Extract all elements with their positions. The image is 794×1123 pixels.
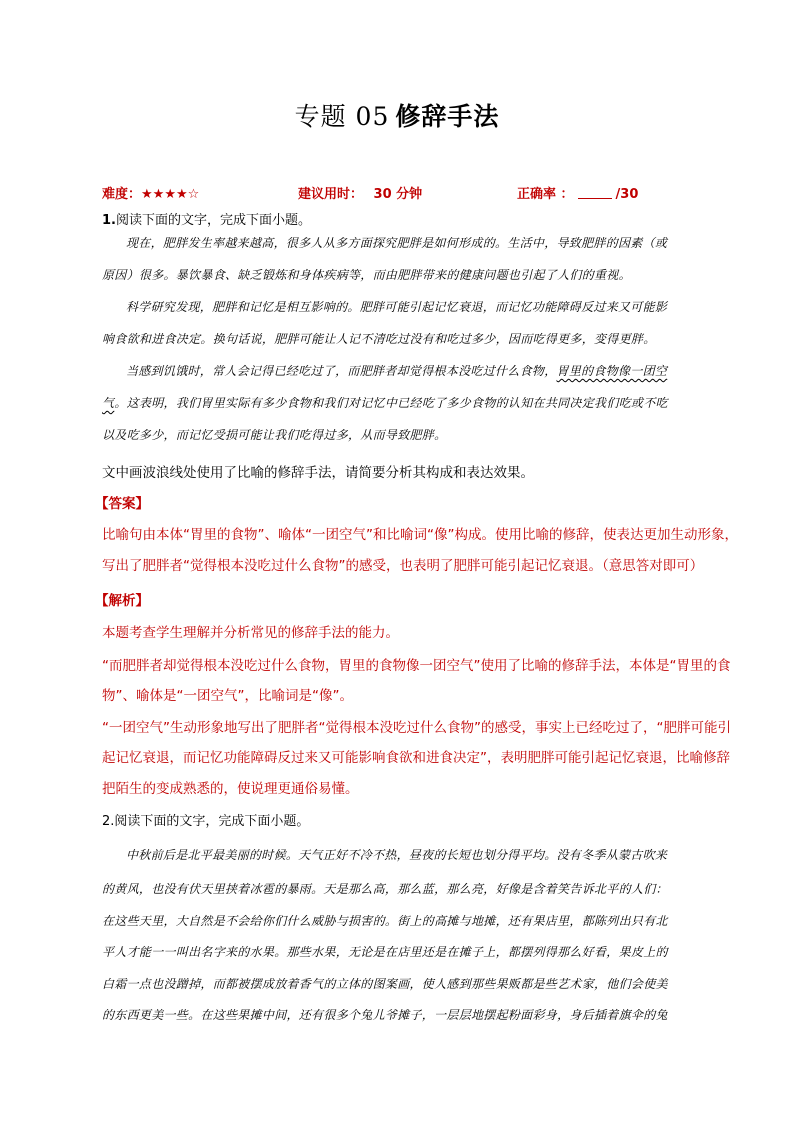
difficulty-info bbox=[102, 183, 199, 202]
accuracy-total: /30 bbox=[615, 187, 639, 202]
question-1-prompt: 文中画波浪线处使用了比喻的修辞手法，请简要分析其构成和表达效果。 bbox=[102, 465, 534, 481]
analysis-line: 把陌生的变成熟悉的，使说理更通俗易懂。 bbox=[102, 781, 359, 797]
analysis-line: 起记忆衰退，而记忆功能障碍反过来又可能影响食欲和进食决定”，表明肥胖可能引起记忆衰退，比喻修辞 bbox=[102, 750, 730, 766]
wavy-underlined-metaphor: 胃里的食物像一团空 bbox=[556, 364, 668, 378]
time-info bbox=[298, 183, 422, 202]
passage-line: 的黄风，也没有伏天里挟着冰雹的暴雨。天是那么高，那么蓝，那么亮，好像是含着笑告诉北平的人们： bbox=[102, 882, 668, 896]
accuracy-info bbox=[517, 183, 638, 202]
passage-line: 的东西更美一些。在这些果摊中间，还有很多个兔儿爷摊子，一层层地摆起粉面彩身，身后插着旗伞的兔 bbox=[102, 1008, 668, 1022]
accuracy-blank[interactable] bbox=[578, 186, 612, 199]
passage-text: 当感到饥饿时，常人会记得已经吃过了，而肥胖者却觉得根本没吃过什么食物， bbox=[126, 364, 557, 378]
passage-line: 在这些天里，大自然是不会给你们什么威胁与损害的。街上的高摊与地摊，还有果店里，都陈列出只有北 bbox=[102, 914, 668, 928]
difficulty-stars: ★★★★☆ bbox=[141, 187, 200, 202]
title-number: 专题 05 bbox=[294, 102, 390, 131]
answer-line: 比喻句由本体“胃里的食物”、喻体“一团空气”和比喻词“像”构成。使用比喻的修辞，使表达更加生动形象， bbox=[102, 527, 738, 543]
passage-text: 。这表明，我们胃里实际有多少食物和我们对记忆中已经吃了多少食物的认知在共同决定我们吃或不吃 bbox=[114, 396, 668, 410]
question-1-instruction: 阅读下面的文字，完成下面小题。 bbox=[115, 213, 311, 228]
title-topic: 修辞手法 bbox=[395, 102, 500, 131]
passage-line: 科学研究发现，肥胖和记忆是相互影响的。肥胖可能引起记忆衰退，而记忆功能障碍反过来又可能影 bbox=[126, 300, 668, 314]
passage-line: 现在，肥胖发生率越来越高，很多人从多方面探究肥胖是如何形成的。生活中，导致肥胖的因素（或 bbox=[126, 236, 668, 250]
difficulty-label: 难度： bbox=[102, 187, 142, 202]
accuracy-label: 正确率 ： bbox=[517, 187, 574, 202]
passage-line: 以及吃多少，而记忆受损可能让我们吃得过多，从而导致肥胖。 bbox=[102, 428, 447, 442]
page-title bbox=[0, 97, 794, 133]
time-value: 30 分钟 bbox=[373, 187, 423, 202]
passage-line: 平人才能一一叫出名字来的水果。那些水果，无论是在店里还是在摊子上，都摆列得那么好看，果皮上的 bbox=[102, 945, 668, 959]
passage-line: 原因）很多。暴饮暴食、缺乏锻炼和身体疾病等，而由肥胖带来的健康问题也引起了人们的重视。 bbox=[102, 268, 631, 282]
passage-line: 响食欲和进食决定。换句话说，肥胖可能让人记不清吃过没有和吃过多少，因而吃得更多，变得更胖。 bbox=[102, 332, 656, 346]
passage-line bbox=[102, 394, 668, 411]
question-2-heading: 2.阅读下面的文字，完成下面小题。 bbox=[102, 814, 310, 829]
answer-line: 写出了肥胖者“觉得根本没吃过什么食物”的感受，也表明了肥胖可能引起记忆衰退。（意思答对即可） bbox=[102, 558, 704, 574]
analysis-line: “而肥胖者却觉得根本没吃过什么食物，胃里的食物像一团空气”使用了比喻的修辞手法，本体是“胃里的食 bbox=[102, 658, 731, 674]
analysis-line: “一团空气”生动形象地写出了肥胖者“觉得根本没吃过什么食物”的感受，事实上已经吃过了，“肥胖可能引 bbox=[102, 720, 731, 736]
passage-line: 白霜一点也没蹭掉，而都被摆成放着香气的立体的图案画，使人感到那些果贩都是些艺术家，他们会使美 bbox=[102, 977, 668, 991]
question-1-heading bbox=[102, 209, 311, 228]
wavy-underlined-metaphor-end: 气 bbox=[102, 396, 115, 410]
analysis-line: 本题考查学生理解并分析常见的修辞手法的能力。 bbox=[102, 625, 399, 641]
passage-line bbox=[126, 362, 667, 379]
passage-line: 中秋前后是北平最美丽的时候。天气正好不冷不热，昼夜的长短也划分得平均。没有冬季从蒙古吹来 bbox=[126, 848, 668, 862]
answer-header: 【答案】 bbox=[95, 496, 149, 512]
question-1-number: 1. bbox=[102, 213, 116, 228]
analysis-header: 【解析】 bbox=[95, 593, 149, 609]
analysis-line: 物”、喻体是“一团空气”，比喻词是“像”。 bbox=[102, 688, 353, 704]
time-label: 建议用时： bbox=[298, 187, 364, 202]
